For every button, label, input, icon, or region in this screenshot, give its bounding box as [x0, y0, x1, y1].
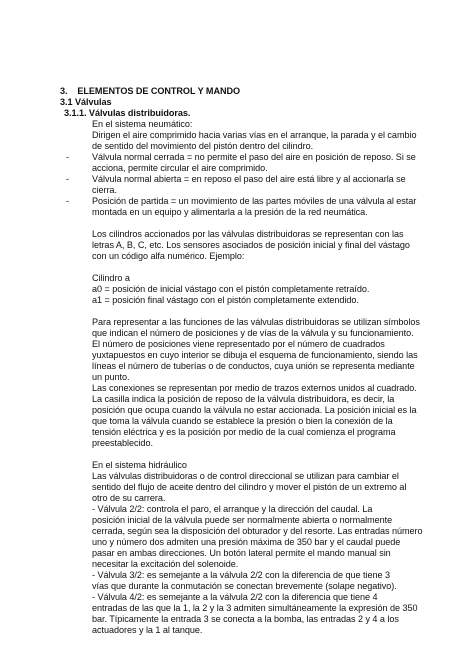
paragraph-line: otro de su carrera.	[92, 493, 166, 503]
paragraph-line: posición que ocupa cuando la válvula no estar accionada. La posición inicial es la	[92, 405, 417, 415]
bullet-line: Posición de partida = un movimiento de las partes móviles de una válvula al estar	[92, 196, 417, 206]
paragraph-line: La casilla indica la posición de reposo de la válvula distribuidora, es decir, la	[92, 394, 395, 404]
heading-section-3	[60, 86, 240, 97]
bullet-line: cierra.	[92, 185, 117, 195]
neumatico-title: En el sistema neumático:	[92, 119, 193, 129]
valve-4-2-line: bar. Típicamente la entrada 3 se conecta a la bomba, las entradas 2 y 4 a los	[92, 614, 399, 624]
paragraph-line: que toma la válvula cuando se establece la presión o bien la conexión de la	[92, 416, 393, 426]
paragraph-line: El número de posiciones viene representado por el número de cuadrados	[92, 339, 385, 349]
paragraph-line: de sentido del movimiento del pistón dentro del cilindro.	[92, 141, 314, 151]
bullet-dash: -	[66, 152, 69, 162]
valve-2-2-line: - Válvula 2/2: controla el paro, el arranque y la dirección del caudal. La	[92, 504, 373, 514]
bullet-line: Válvula normal cerrada = no permite el paso del aire en posición de reposo. Si se	[92, 152, 416, 162]
valve-2-2-line: pasar en ambas direcciones. Un botón lateral permite el mando manual sin	[92, 548, 391, 558]
valve-3-2-line: - Válvula 3/2: es semejante a la válvula 2/2 con la diferencia de que tiene 3	[92, 570, 390, 580]
valve-2-2-line: cerrada, según sea la disposición del obturador y del resorte. Las entradas número	[92, 526, 423, 536]
valve-3-2-line: vías que durante la conmutación se conectan brevemente (solape negativo).	[92, 581, 397, 591]
valve-4-2-line: - Válvula 4/2: es semejante a la válvula 2/2 con la diferencia que tiene 4	[92, 592, 378, 602]
paragraph-line: yuxtapuestos en cuyo interior se dibuja el esquema de funcionamiento, siendo las	[92, 350, 418, 360]
paragraph-line: preestablecido.	[92, 438, 153, 448]
valve-4-2-line: actuadores y la 1 al tanque.	[92, 625, 203, 635]
paragraph-line: Los cilindros accionados por las válvulas distribuidoras se representan con las	[92, 229, 404, 239]
heading-title: ELEMENTOS DE CONTROL Y MANDO	[77, 86, 241, 96]
example-line: a1 = posición final vástago con el pistón completamente extendido.	[92, 295, 359, 305]
paragraph-line: letras A, B, C, etc. Los sensores asociados de posición inicial y final del vástago	[92, 240, 410, 250]
bullet-dash: -	[66, 196, 69, 206]
paragraph-line: que indican el número de posiciones y de vías de la válvula y su funcionamiento.	[92, 328, 414, 338]
paragraph-line: Para representar a las funciones de las válvulas distribuidoras se utilizan símbolos	[92, 317, 420, 327]
heading-number: 3.	[60, 86, 68, 96]
valve-2-2-line: necesitar la excitación del solenoide.	[92, 559, 239, 569]
paragraph-line: líneas el número de tuberías o de conductos, cuya unión se representa mediante	[92, 361, 415, 371]
bullet-dash: -	[66, 174, 69, 184]
bullet-line: montada en un equipo y alimentarla a la presión de la red neumática.	[92, 207, 368, 217]
heading-subsection-3-1: 3.1 Válvulas	[60, 97, 112, 107]
example-title: Cilindro a	[92, 273, 130, 283]
valve-4-2-line: entradas de las que la 1, la 2 y la 3 admiten simultáneamente la expresión de 350	[92, 603, 418, 613]
valve-2-2-line: uno y número dos admiten una presión máxima de 350 bar y el caudal puede	[92, 537, 401, 547]
bullet-line: acciona, permite circular el aire comprimido.	[92, 163, 268, 173]
heading-subsubsection-3-1-1: 3.1.1. Válvulas distribuidoras.	[64, 108, 191, 118]
example-line: a0 = posición de inicial vástago con el pistón completamente retraído.	[92, 284, 370, 294]
paragraph-line: Las válvulas distribuidoras o de control direccional se utilizan para cambiar el	[92, 471, 399, 481]
hidraulico-title: En el sistema hidráulico	[92, 460, 187, 470]
paragraph-line: con un código alfa numérico. Ejemplo:	[92, 251, 245, 261]
paragraph-line: tensión eléctrica y es la posición por medio de la cual comienza el programa	[92, 427, 396, 437]
paragraph-line: sentido del flujo de aceite dentro del cilindro y mover el pistón de un extremo al	[92, 482, 407, 492]
bullet-line: Válvula normal abierta = en reposo el paso del aire está libre y al accionarla se	[92, 174, 406, 184]
valve-2-2-line: posición inicial de la válvula puede ser normalmente abierta o normalmente	[92, 515, 393, 525]
paragraph-line: un punto.	[92, 372, 130, 382]
paragraph-line: Dirigen el aire comprimido hacia varias vías en el arranque, la parada y el cambio	[92, 130, 417, 140]
paragraph-line: Las conexiones se representan por medio de trazos externos unidos al cuadrado.	[92, 383, 417, 393]
